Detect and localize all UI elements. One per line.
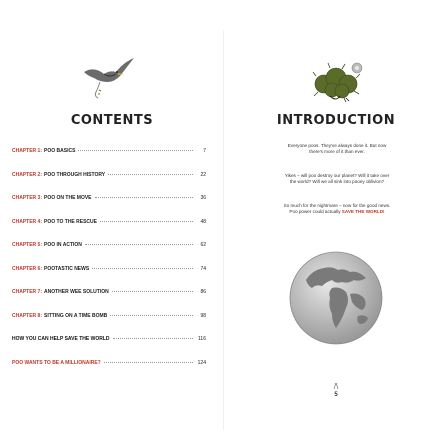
toc-page: 74 xyxy=(200,265,206,272)
toc-entry[interactable] xyxy=(12,172,206,196)
toc-title: HOW YOU CAN HELP SAVE THE WORLD xyxy=(12,336,110,342)
intro-paragraph-3-line-1: So much for the nightmare – now for the good news. xyxy=(283,203,391,208)
toc-title: ANOTHER WEE SOLUTION xyxy=(44,289,109,295)
intro-paragraph-1 xyxy=(244,143,430,155)
toc-page: 124 xyxy=(197,359,206,366)
toc-chapter: CHAPTER 7: xyxy=(12,289,43,295)
toc-title: POO BASICS xyxy=(44,148,76,154)
page-number: 5 xyxy=(334,392,338,398)
poo-germ-illustration xyxy=(310,58,364,104)
intro-paragraph-2-line-1: Yikes – will poo destroy our planet? Will it take over xyxy=(284,173,390,178)
toc-page: 98 xyxy=(200,312,206,319)
toc-chapter: CHAPTER 8: xyxy=(12,312,43,319)
toc-entry[interactable] xyxy=(12,148,206,172)
toc-title: POO ON THE MOVE xyxy=(44,195,92,201)
toc-leader xyxy=(100,221,193,222)
save-the-world-text: SAVE THE WORLD! xyxy=(341,209,385,214)
toc-leader xyxy=(95,197,193,198)
toc-entry[interactable] xyxy=(12,219,206,243)
introduction-page xyxy=(224,0,448,448)
toc-chapter: CHAPTER 4: xyxy=(12,218,43,225)
toc-leader xyxy=(104,362,193,363)
page-number-ornament-icon xyxy=(332,382,340,390)
toc-chapter: CHAPTER 6: xyxy=(12,265,43,272)
toc-title: POOTASTIC NEWS xyxy=(44,265,90,272)
table-of-contents xyxy=(12,148,206,383)
toc-page: 62 xyxy=(200,242,206,248)
toc-chapter: CHAPTER 1: xyxy=(12,148,43,154)
toc-title: SITTING ON A TIME BOMB xyxy=(44,312,108,319)
intro-paragraph-3-line-2-start: Poo power could actually xyxy=(289,209,341,214)
toc-chapter: CHAPTER 2: xyxy=(12,171,43,178)
toc-title: POO TO THE RESCUE xyxy=(44,218,97,225)
seagull-illustration xyxy=(80,52,136,104)
toc-title: POO THROUGH HISTORY xyxy=(44,171,106,178)
toc-page: 116 xyxy=(198,336,206,342)
contents-title: CONTENTS xyxy=(70,113,154,128)
toc-title: POO IN ACTION xyxy=(44,242,82,248)
toc-page: 48 xyxy=(200,218,206,225)
intro-paragraph-2-line-2: the world? Will we all sink into pooey oblivion? xyxy=(289,179,385,184)
intro-paragraph-3 xyxy=(244,203,430,215)
toc-entry[interactable] xyxy=(12,289,206,313)
toc-page: 86 xyxy=(200,289,206,295)
introduction-title: INTRODUCTION xyxy=(276,113,396,128)
intro-paragraph-1-line-2: there's more of it than ever. xyxy=(309,149,365,154)
toc-page: 7 xyxy=(203,148,206,154)
toc-entry[interactable] xyxy=(12,242,206,266)
toc-chapter: CHAPTER 5: xyxy=(12,242,43,248)
intro-paragraph-1-line-1: Everyone poos. They've always done it. But now xyxy=(287,143,387,148)
intro-paragraph-2 xyxy=(244,173,430,185)
intro-paragraph-3-line-2 xyxy=(244,209,430,215)
toc-leader xyxy=(108,174,193,175)
toc-entry[interactable] xyxy=(12,336,206,360)
toc-leader xyxy=(85,244,193,245)
toc-leader xyxy=(92,268,193,269)
toc-entry[interactable] xyxy=(12,360,206,384)
toc-leader xyxy=(112,291,193,292)
toc-page: 36 xyxy=(200,195,206,201)
globe-illustration xyxy=(288,250,384,346)
toc-chapter: CHAPTER 3: xyxy=(12,195,43,201)
toc-entry[interactable] xyxy=(12,195,206,219)
toc-leader xyxy=(110,315,193,316)
toc-entry[interactable] xyxy=(12,266,206,290)
toc-leader xyxy=(78,150,193,151)
toc-entry[interactable] xyxy=(12,313,206,337)
toc-title: POO WANTS TO BE A MILLIONAIRE? xyxy=(12,359,101,366)
toc-leader xyxy=(113,338,193,339)
toc-page: 22 xyxy=(200,171,206,178)
